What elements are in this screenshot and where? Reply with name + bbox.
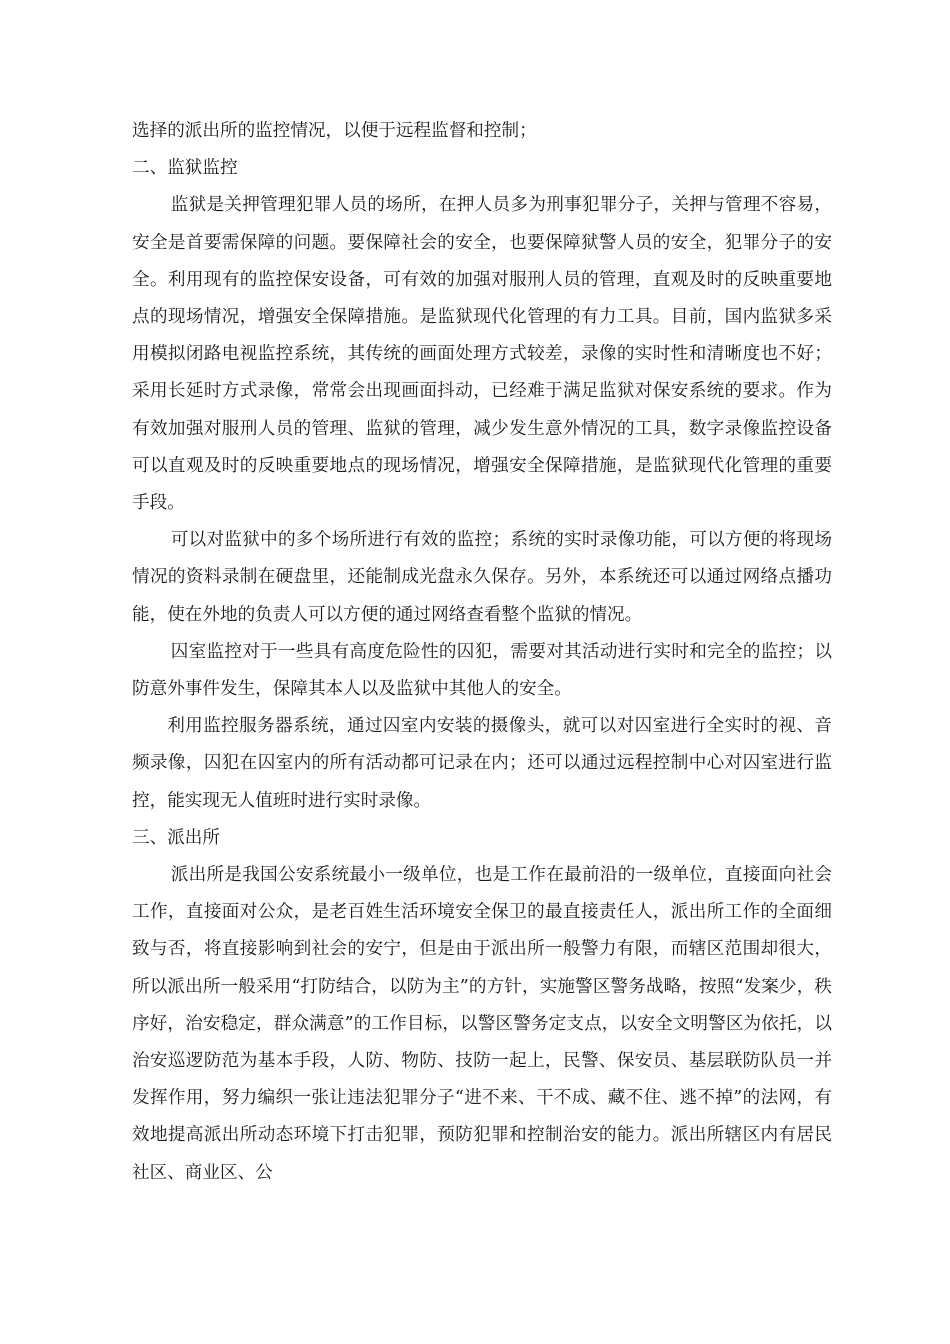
document-page bbox=[132, 113, 832, 1192]
paragraph-prison-overview: 监狱是关押管理犯罪人员的场所，在押人员多为刑事犯罪分子，关押与管理不容易，安全是首要需保障的问题。要保障社会的安全，也要保障狱警人员的安全，犯罪分子的安全。利用现有的监控保安设备，可有效的加强对服刑人员的管理，直观及时的反映重要地点的现场情况，增强安全保障措施。是监狱现代化管理的有力工具。目前，国内监狱多采用模拟闭路电视监控系统，其传统的画面处理方式较差，录像的实时性和清晰度也不好；采用长延时方式录像，常常会出现画面抖动，已经难于满足监狱对保安系统的要求。作为有效加强对服刑人员的管理、监狱的管理，减少发生意外情况的工具，数字录像监控设备可以直观及时的反映重要地点的现场情况，增强安全保障措施，是监狱现代化管理的重要手段。 bbox=[132, 195, 832, 514]
section-heading-police-station: 三、派出所 bbox=[132, 827, 220, 848]
paragraph-prison-multi-site: 可以对监狱中的多个场所进行有效的监控；系统的实时录像功能，可以方便的将现场情况的资料录制在硬盘里，还能制成光盘永久保存。另外，本系统还可以通过网络点播功能，使在外地的负责人可以方便的通过网络查看整个监狱的情况。 bbox=[132, 530, 832, 625]
paragraph-police-station: 派出所是我国公安系统最小一级单位，也是工作在最前沿的一级单位，直接面向社会工作，直接面对公众，是老百姓生活环境安全保卫的最直接责任人，派出所工作的全面细致与否，将直接影响到社会的安宁，但是由于派出所一般警力有限，而辖区范围却很大，所以派出所一般采用“打防结合，以防为主”的方针，实施警区警务战略，按照“发案少，秩序好，治安稳定，群众满意”的工作目标，以警区警务定支点，以安全文明警区为依托，以治安巡逻防范为基本手段，人防、物防、技防一起上，民警、保安员、基层联防队员一并发挥作用，努力编织一张让违法犯罪分子“进不来、干不成、藏不住、逃不掉”的法网，有效地提高派出所动态环境下打击犯罪，预防犯罪和控制治安的能力。派出所辖区内有居民社区、商业区、公 bbox=[132, 865, 832, 1183]
paragraph-monitoring-server: 利用监控服务器系统，通过囚室内安装的摄像头，就可以对囚室进行全实时的视、音频录像，囚犯在囚室内的所有活动都可记录在内；还可以通过远程控制中心对囚室进行监控，能实现无人值班时进行实时录像。 bbox=[132, 716, 832, 811]
paragraph-continuation: 选择的派出所的监控情况，以便于远程监督和控制； bbox=[132, 121, 537, 141]
section-heading-prison-monitoring: 二、监狱监控 bbox=[132, 158, 238, 179]
paragraph-cell-monitoring: 囚室监控对于一些具有高度危险性的囚犯，需要对其活动进行实时和完全的监控；以防意外事件发生，保障其本人以及监狱中其他人的安全。 bbox=[132, 641, 832, 700]
